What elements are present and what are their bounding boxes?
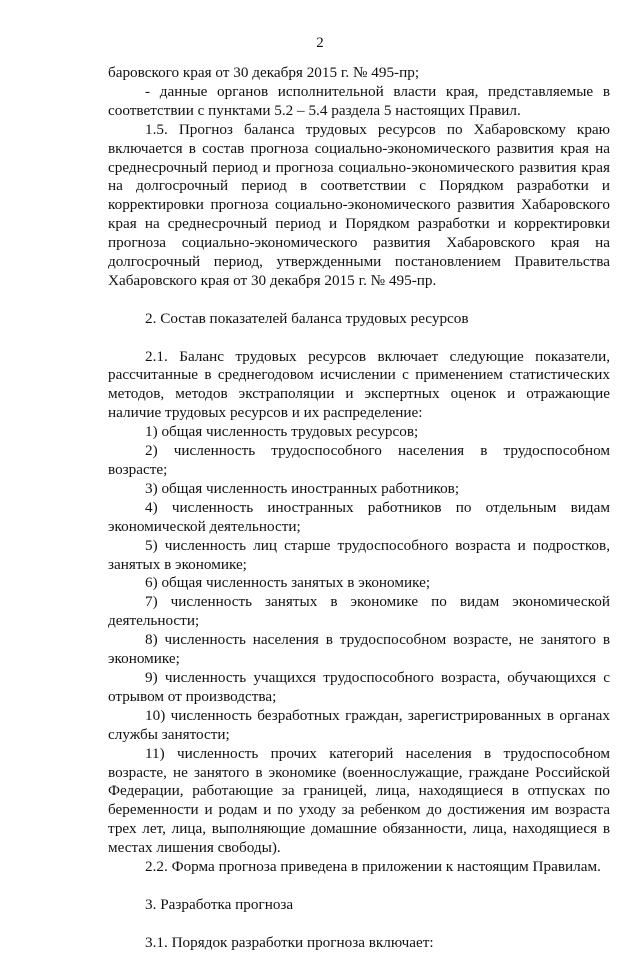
- paragraph-2-2: 2.2. Форма прогноза приведена в приложении к настоящим Правилам.: [145, 858, 601, 876]
- section-heading-3: 3. Разработка прогноза: [145, 895, 294, 913]
- list-item-11: 11) численность прочих категорий населения в трудоспособном возрасте, не занятого в экономике (военнослужащие, граждане Российской Федерации, работающие за границей, лица, находящиеся в отпусках по беременности и родам и по уходу за ребенком до достижения им возраста трех лет, лица, выполняющие домашние обязанности, лица, находящиеся в местах лишения свободы).: [108, 744, 610, 857]
- blank-line: [108, 915, 610, 934]
- list-item-9: 9) численность учащихся трудоспособного возраста, обучающихся с отрывом от производства;: [108, 668, 610, 705]
- list-item-3: 3) общая численность иностранных работников;: [145, 479, 460, 497]
- paragraph-1-5: 1.5. Прогноз баланса трудовых ресурсов по Хабаровскому краю включается в состав прогноза социально-экономического развития края на среднесрочный период и прогноза социально-экономического развития края на долгосрочный период в соответствии с Порядком разработки и корректировки прогноза социально-экономического развития Хабаровского края на среднесрочный период и Порядком разработки и корректировки прогноза социально-экономического развития Хабаровского края на долгосрочный период, утвержденными постановлением Правительства Хабаровского края от 30 декабря 2015 г. № 495-пр.: [108, 120, 610, 289]
- list-item-8: 8) численность населения в трудоспособном возрасте, не занятого в экономике;: [108, 631, 610, 668]
- section-heading-2: 2. Состав показателей баланса трудовых ресурсов: [145, 309, 469, 327]
- blank-line: [108, 329, 610, 348]
- list-item-1: 1) общая численность трудовых ресурсов;: [145, 423, 419, 441]
- list-item-2: 2) численность трудоспособного населения в трудоспособном возрасте;: [108, 442, 610, 478]
- blank-line: [108, 291, 610, 310]
- list-item-4: 4) численность иностранных работников по отдельным видам экономической деятельности;: [108, 498, 610, 535]
- paragraph-2-1: 2.1. Баланс трудовых ресурсов включает следующие показатели, рассчитанные в среднегодовом исчислении с применением статистических методов, методов экстраполяции и экспертных оценок и отражающие наличие трудовых ресурсов и их распределение:: [108, 347, 610, 422]
- list-item-6: 6) общая численность занятых в экономике;: [145, 574, 431, 592]
- document-body: [108, 64, 610, 953]
- blank-line: [108, 877, 610, 896]
- list-item-5: 5) численность лиц старше трудоспособного возраста и подростков, занятых в экономике;: [108, 536, 610, 573]
- list-item-10: 10) численность безработных граждан, зарегистрированных в органах службы занятости;: [108, 706, 610, 743]
- paragraph-continuation: баровского края от 30 декабря 2015 г. № 495-пр;: [108, 64, 420, 81]
- list-item-7: 7) численность занятых в экономике по видам экономической деятельности;: [108, 593, 610, 630]
- paragraph-3-1: 3.1. Порядок разработки прогноза включает:: [145, 933, 434, 951]
- page-number: 2: [316, 35, 324, 51]
- paragraph-data-sources: - данные органов исполнительной власти края, представляемые в соответствии с пунктами 5.2 – 5.4 раздела 5 настоящих Правил.: [108, 82, 610, 119]
